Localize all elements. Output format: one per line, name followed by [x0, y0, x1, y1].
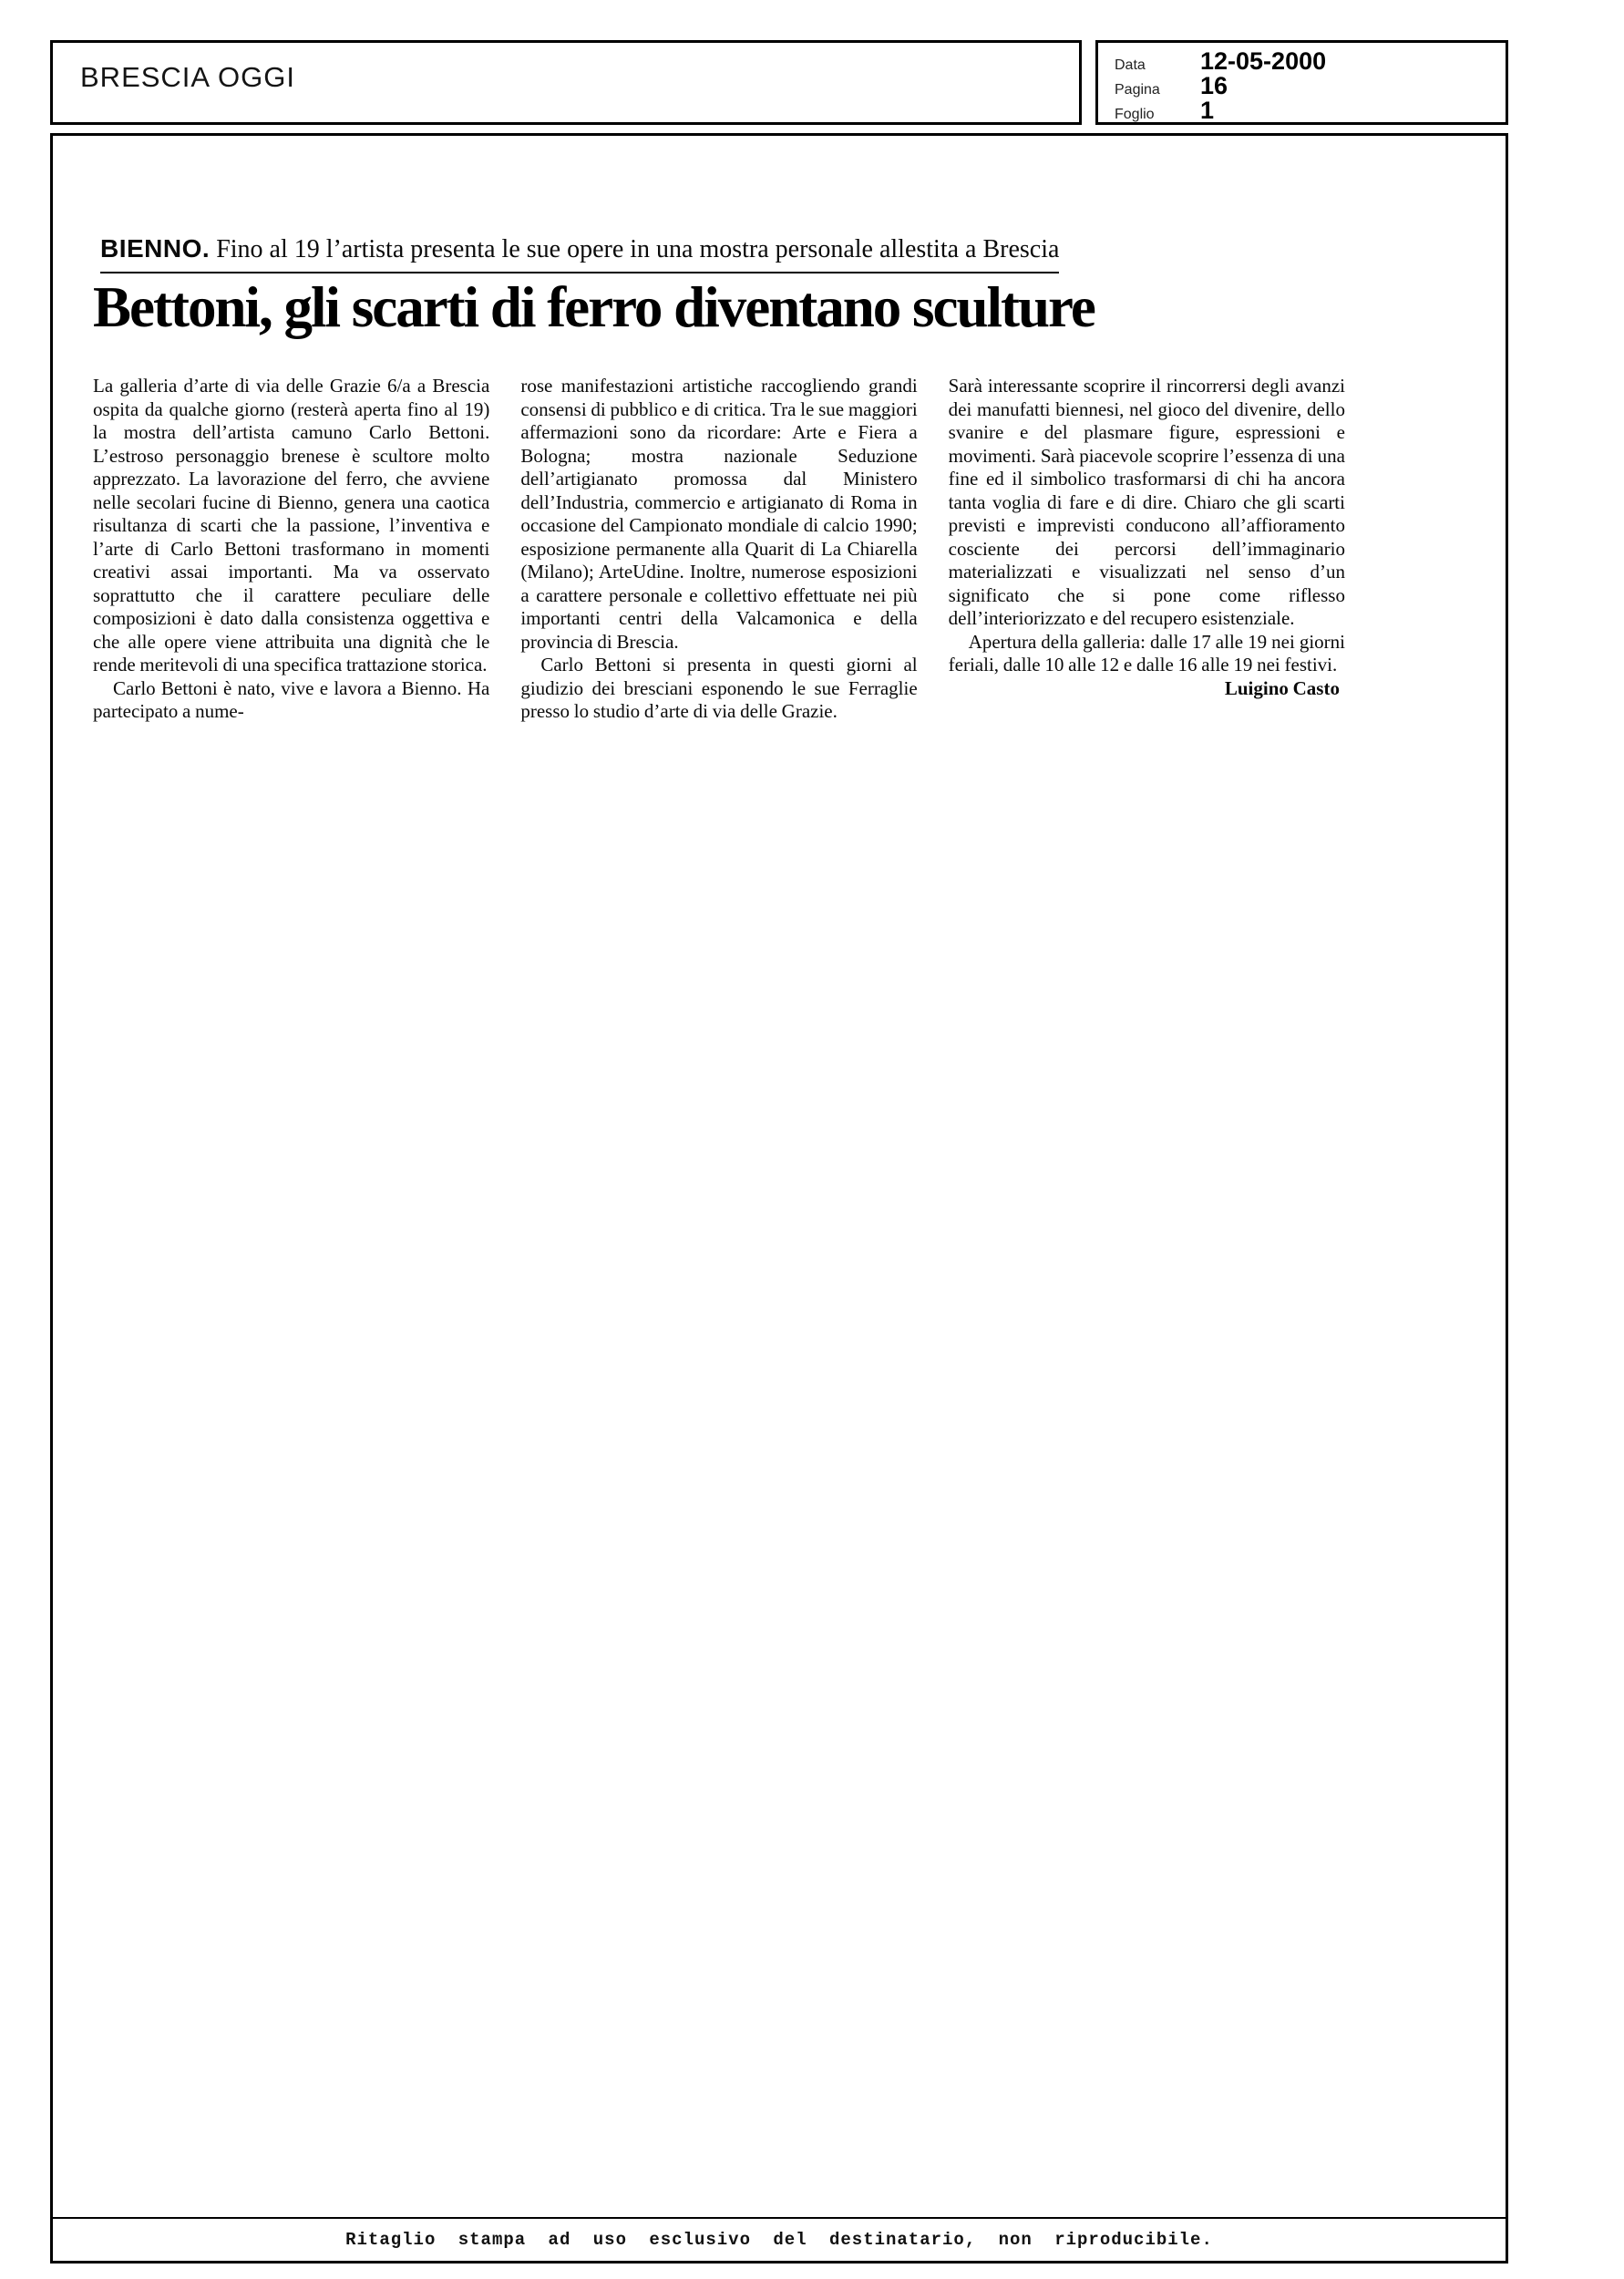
- data-label: Data: [1115, 57, 1146, 73]
- article-paragraph: Carlo Bettoni è nato, vive e lavora a Bienno. Ha partecipato a nume-: [93, 676, 490, 722]
- clipping-info-box: [1095, 40, 1508, 125]
- footer-band: [53, 2217, 1506, 2261]
- article-paragraph: Sarà interessante scoprire il rincorrersi degli avanzi dei manufatti biennesi, nel gioco del divenire, dello svanire e del plasmare figure, espressioni e movimenti. Sarà piacevole scoprire l’essenza di una fine ed il simbolico trasformarsi di chi ha ancora tanta voglia di fare e di dire. Chiaro che gli scarti previsti e imprevisti conducono all’affioramento cosciente dei percorsi dell’immaginario materializzati e visualizzati nel senso d’un significato che si pone come riflesso dell’interiorizzato e del recupero esistenziale.: [948, 375, 1345, 629]
- article-paragraph: La galleria d’arte di via delle Grazie 6/a a Brescia ospita da qualche giorno (resterà aperta fino al 19) la mostra dell’artista camuno Carlo Bettoni. L’estroso personaggio brenese è scultore molto apprezzato. La lavorazione del ferro, che avviene nelle secolari fucine di Bienno, genera una caotica risultanza di scarti che la passione, l’inventiva e l’arte di Carlo Bettoni trasformano in momenti creativi assai importanti. Ma va osservato soprattutto che il carattere peculiare delle composizioni è dato dalla consistenza oggettiva e che alle opere viene attribuita una dignità che le rende meritevoli di una specifica trattazione storica.: [93, 375, 490, 675]
- article-column-2: [520, 375, 917, 724]
- article-paragraph: rose manifestazioni artistiche raccogliendo grandi consensi di pubblico e di critica. Tra le sue maggiori affermazioni sono da ricordare: Arte e Fiera a Bologna; mostra nazionale Seduzione dell’artigianato promossa dal Ministero dell’Industria, commercio e artigianato di Roma in occasione del Campionato mondiale di calcio 1990; esposizione permanente alla Quarit di La Chiarella (Milano); ArteUdine. Inoltre, numerose esposizioni a carattere personale e collettivo effettuate nei più importanti centri della Valcamonica e della provincia di Brescia.: [520, 375, 918, 653]
- info-row-foglio: [1115, 98, 1506, 123]
- article-frame: [50, 133, 1508, 2264]
- data-value: 12-05-2000: [1200, 47, 1327, 75]
- headline: Bettoni, gli scarti di ferro diventano sculture: [93, 275, 1095, 339]
- article-columns: [93, 375, 1345, 724]
- pagina-value: 16: [1200, 72, 1228, 99]
- publication-name: BRESCIA OGGI: [80, 61, 295, 93]
- byline: Luigino Casto: [1224, 676, 1340, 699]
- kicker-lead: BIENNO.: [100, 234, 211, 263]
- foglio-value: 1: [1200, 97, 1215, 124]
- info-row-pagina: [1115, 74, 1506, 98]
- publication-box: [50, 40, 1082, 125]
- footer-text: Ritaglio stampa ad uso esclusivo del destinatario, non riproducibile.: [345, 2230, 1213, 2250]
- article-column-1: [93, 375, 489, 724]
- pagina-label: Pagina: [1115, 82, 1160, 98]
- article-paragraph: Apertura della galleria: dalle 17 alle 19 nei giorni feriali, dalle 10 alle 12 e dalle 16 alle 19 nei festivi.: [948, 630, 1345, 675]
- article-column-3: [949, 375, 1345, 724]
- kicker: [100, 234, 1059, 273]
- info-row-data: [1115, 49, 1506, 74]
- foglio-label: Foglio: [1115, 107, 1155, 122]
- article-paragraph: Carlo Bettoni si presenta in questi giorni al giudizio dei bresciani esponendo le sue Ferraglie presso lo studio d’arte di via delle Grazie.: [520, 654, 918, 722]
- kicker-text: Fino al 19 l’artista presenta le sue opere in una mostra personale allestita a Brescia: [210, 235, 1060, 263]
